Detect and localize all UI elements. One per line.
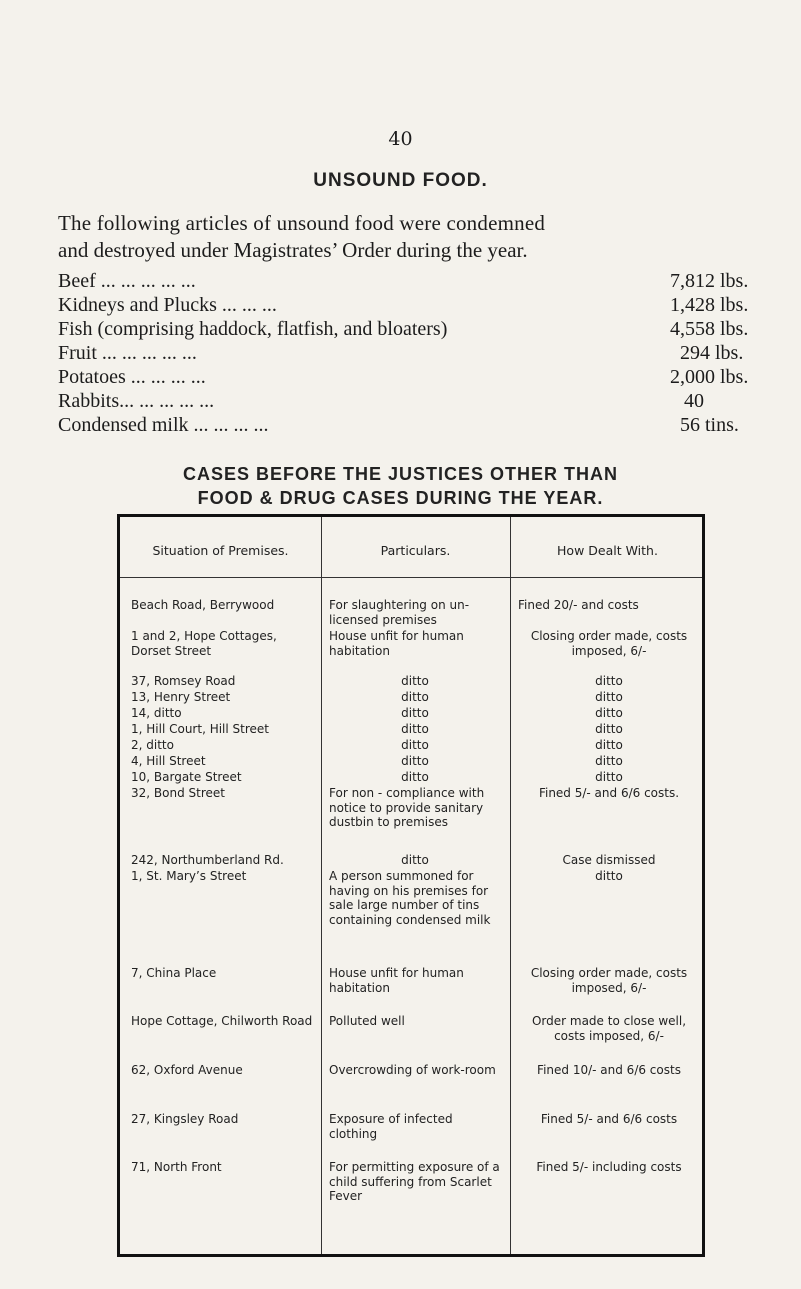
food-amount: 7,812 lbs. <box>670 270 749 292</box>
particulars-cell: House unfit for human habitation <box>329 629 464 658</box>
particulars-cell: ditto <box>401 690 429 704</box>
food-row <box>58 318 758 342</box>
how-cell: ditto <box>595 738 623 752</box>
column-divider <box>321 517 322 1254</box>
situation-cell: 32, Bond Street <box>131 786 225 800</box>
particulars-cell: ditto <box>401 770 429 784</box>
how-cell: Fined 20/- and costs <box>518 598 639 612</box>
intro-line-1: The following articles of unsound food were condemned <box>58 211 546 235</box>
intro-paragraph <box>58 210 758 264</box>
situation-cell: 27, Kingsley Road <box>131 1112 239 1126</box>
particulars-cell: ditto <box>401 738 429 752</box>
situation-cell: 14, ditto <box>131 706 182 720</box>
food-item: Kidneys and Plucks ... ... ... <box>58 294 277 316</box>
particulars-cell: Exposure of infected clothing <box>329 1112 453 1141</box>
how-cell: Case dismissed <box>562 853 656 867</box>
situation-cell: 62, Oxford Avenue <box>131 1063 243 1077</box>
situation-cell: 71, North Front <box>131 1160 222 1174</box>
header-divider <box>120 577 702 578</box>
how-cell: ditto <box>595 706 623 720</box>
situation-cell: Beach Road, Berrywood <box>131 598 275 612</box>
particulars-cell: A person summoned for having on his premises for sale large number of tins containing condensed milk <box>329 869 491 927</box>
situation-cell: 1 and 2, Hope Cottages, Dorset Street <box>131 629 277 658</box>
column-divider <box>510 517 511 1254</box>
how-cell: ditto <box>595 674 623 688</box>
section-title-unsound-food: UNSOUND FOOD. <box>313 170 488 191</box>
how-cell: Closing order made, costs imposed, 6/- <box>530 629 688 658</box>
food-row <box>58 270 758 294</box>
food-amount: 1,428 lbs. <box>670 294 749 316</box>
food-item: Beef ... ... ... ... ... <box>58 270 196 292</box>
how-cell: ditto <box>595 722 623 736</box>
situation-cell: 7, China Place <box>131 966 217 980</box>
particulars-cell: ditto <box>401 853 429 867</box>
condemned-food-list <box>58 270 758 438</box>
particulars-cell: For non - compliance with notice to provide sanitary dustbin to premises <box>329 786 485 829</box>
how-cell: Fined 5/- and 6/6 costs <box>540 1112 678 1126</box>
food-amount: 2,000 lbs. <box>670 366 749 388</box>
situation-cell: 242, Northumberland Rd. <box>131 853 284 867</box>
how-cell: Fined 10/- and 6/6 costs <box>537 1063 681 1077</box>
situation-cell: 37, Romsey Road <box>131 674 236 688</box>
food-item: Fruit ... ... ... ... ... <box>58 342 197 364</box>
how-cell: ditto <box>595 869 623 883</box>
header-situation: Situation of Premises. <box>152 543 289 558</box>
situation-cell: 2, ditto <box>131 738 174 752</box>
particulars-cell: For permitting exposure of a child suffering from Scarlet Fever <box>329 1160 500 1203</box>
food-row <box>58 342 758 366</box>
food-item: Condensed milk ... ... ... ... <box>58 414 269 436</box>
situation-cell: Hope Cottage, Chilworth Road <box>131 1014 313 1028</box>
cases-heading <box>0 462 801 510</box>
page-number: 40 <box>388 128 413 150</box>
situation-cell: 10, Bargate Street <box>131 770 242 784</box>
situation-cell: 13, Henry Street <box>131 690 231 704</box>
particulars-cell: ditto <box>401 674 429 688</box>
food-amount: 4,558 lbs. <box>670 318 749 340</box>
how-cell: ditto <box>595 754 623 768</box>
how-cell: ditto <box>595 770 623 784</box>
situation-cell: 1, Hill Court, Hill Street <box>131 722 269 736</box>
particulars-cell: House unfit for human habitation <box>329 966 464 995</box>
particulars-cell: ditto <box>401 722 429 736</box>
particulars-cell: Overcrowding of work-room <box>329 1063 496 1077</box>
how-cell: Fined 5/- including costs <box>536 1160 682 1174</box>
cases-heading-line-1: CASES BEFORE THE JUSTICES OTHER THAN <box>182 464 619 484</box>
food-item: Fish (comprising haddock, flatfish, and bloaters) <box>58 318 448 340</box>
food-item: Potatoes ... ... ... ... <box>58 366 206 388</box>
situation-cell: 1, St. Mary’s Street <box>131 869 247 883</box>
situation-cell: 4, Hill Street <box>131 754 206 768</box>
how-cell: Closing order made, costs imposed, 6/- <box>530 966 688 995</box>
cases-heading-line-2: FOOD & DRUG CASES DURING THE YEAR. <box>197 488 604 508</box>
food-amount: 294 lbs. <box>680 342 744 364</box>
particulars-cell: ditto <box>401 754 429 768</box>
how-cell: Fined 5/- and 6/6 costs. <box>538 786 680 800</box>
food-amount: 40 <box>684 390 704 412</box>
header-how-dealt-with: How Dealt With. <box>557 543 658 558</box>
particulars-cell: ditto <box>401 706 429 720</box>
food-row <box>58 390 758 414</box>
food-amount: 56 tins. <box>680 414 739 436</box>
how-cell: Order made to close well, costs imposed, 6/- <box>531 1014 687 1043</box>
intro-line-2: and destroyed under Magistrates’ Order during the year. <box>58 238 528 262</box>
cases-table <box>117 514 705 1257</box>
header-particulars: Particulars. <box>380 543 451 558</box>
particulars-cell: For slaughtering on un-licensed premises <box>329 598 470 627</box>
food-row <box>58 366 758 390</box>
food-row <box>58 414 758 438</box>
how-cell: ditto <box>595 690 623 704</box>
food-item: Rabbits... ... ... ... ... <box>58 390 215 412</box>
food-row <box>58 294 758 318</box>
particulars-cell: Polluted well <box>329 1014 405 1028</box>
